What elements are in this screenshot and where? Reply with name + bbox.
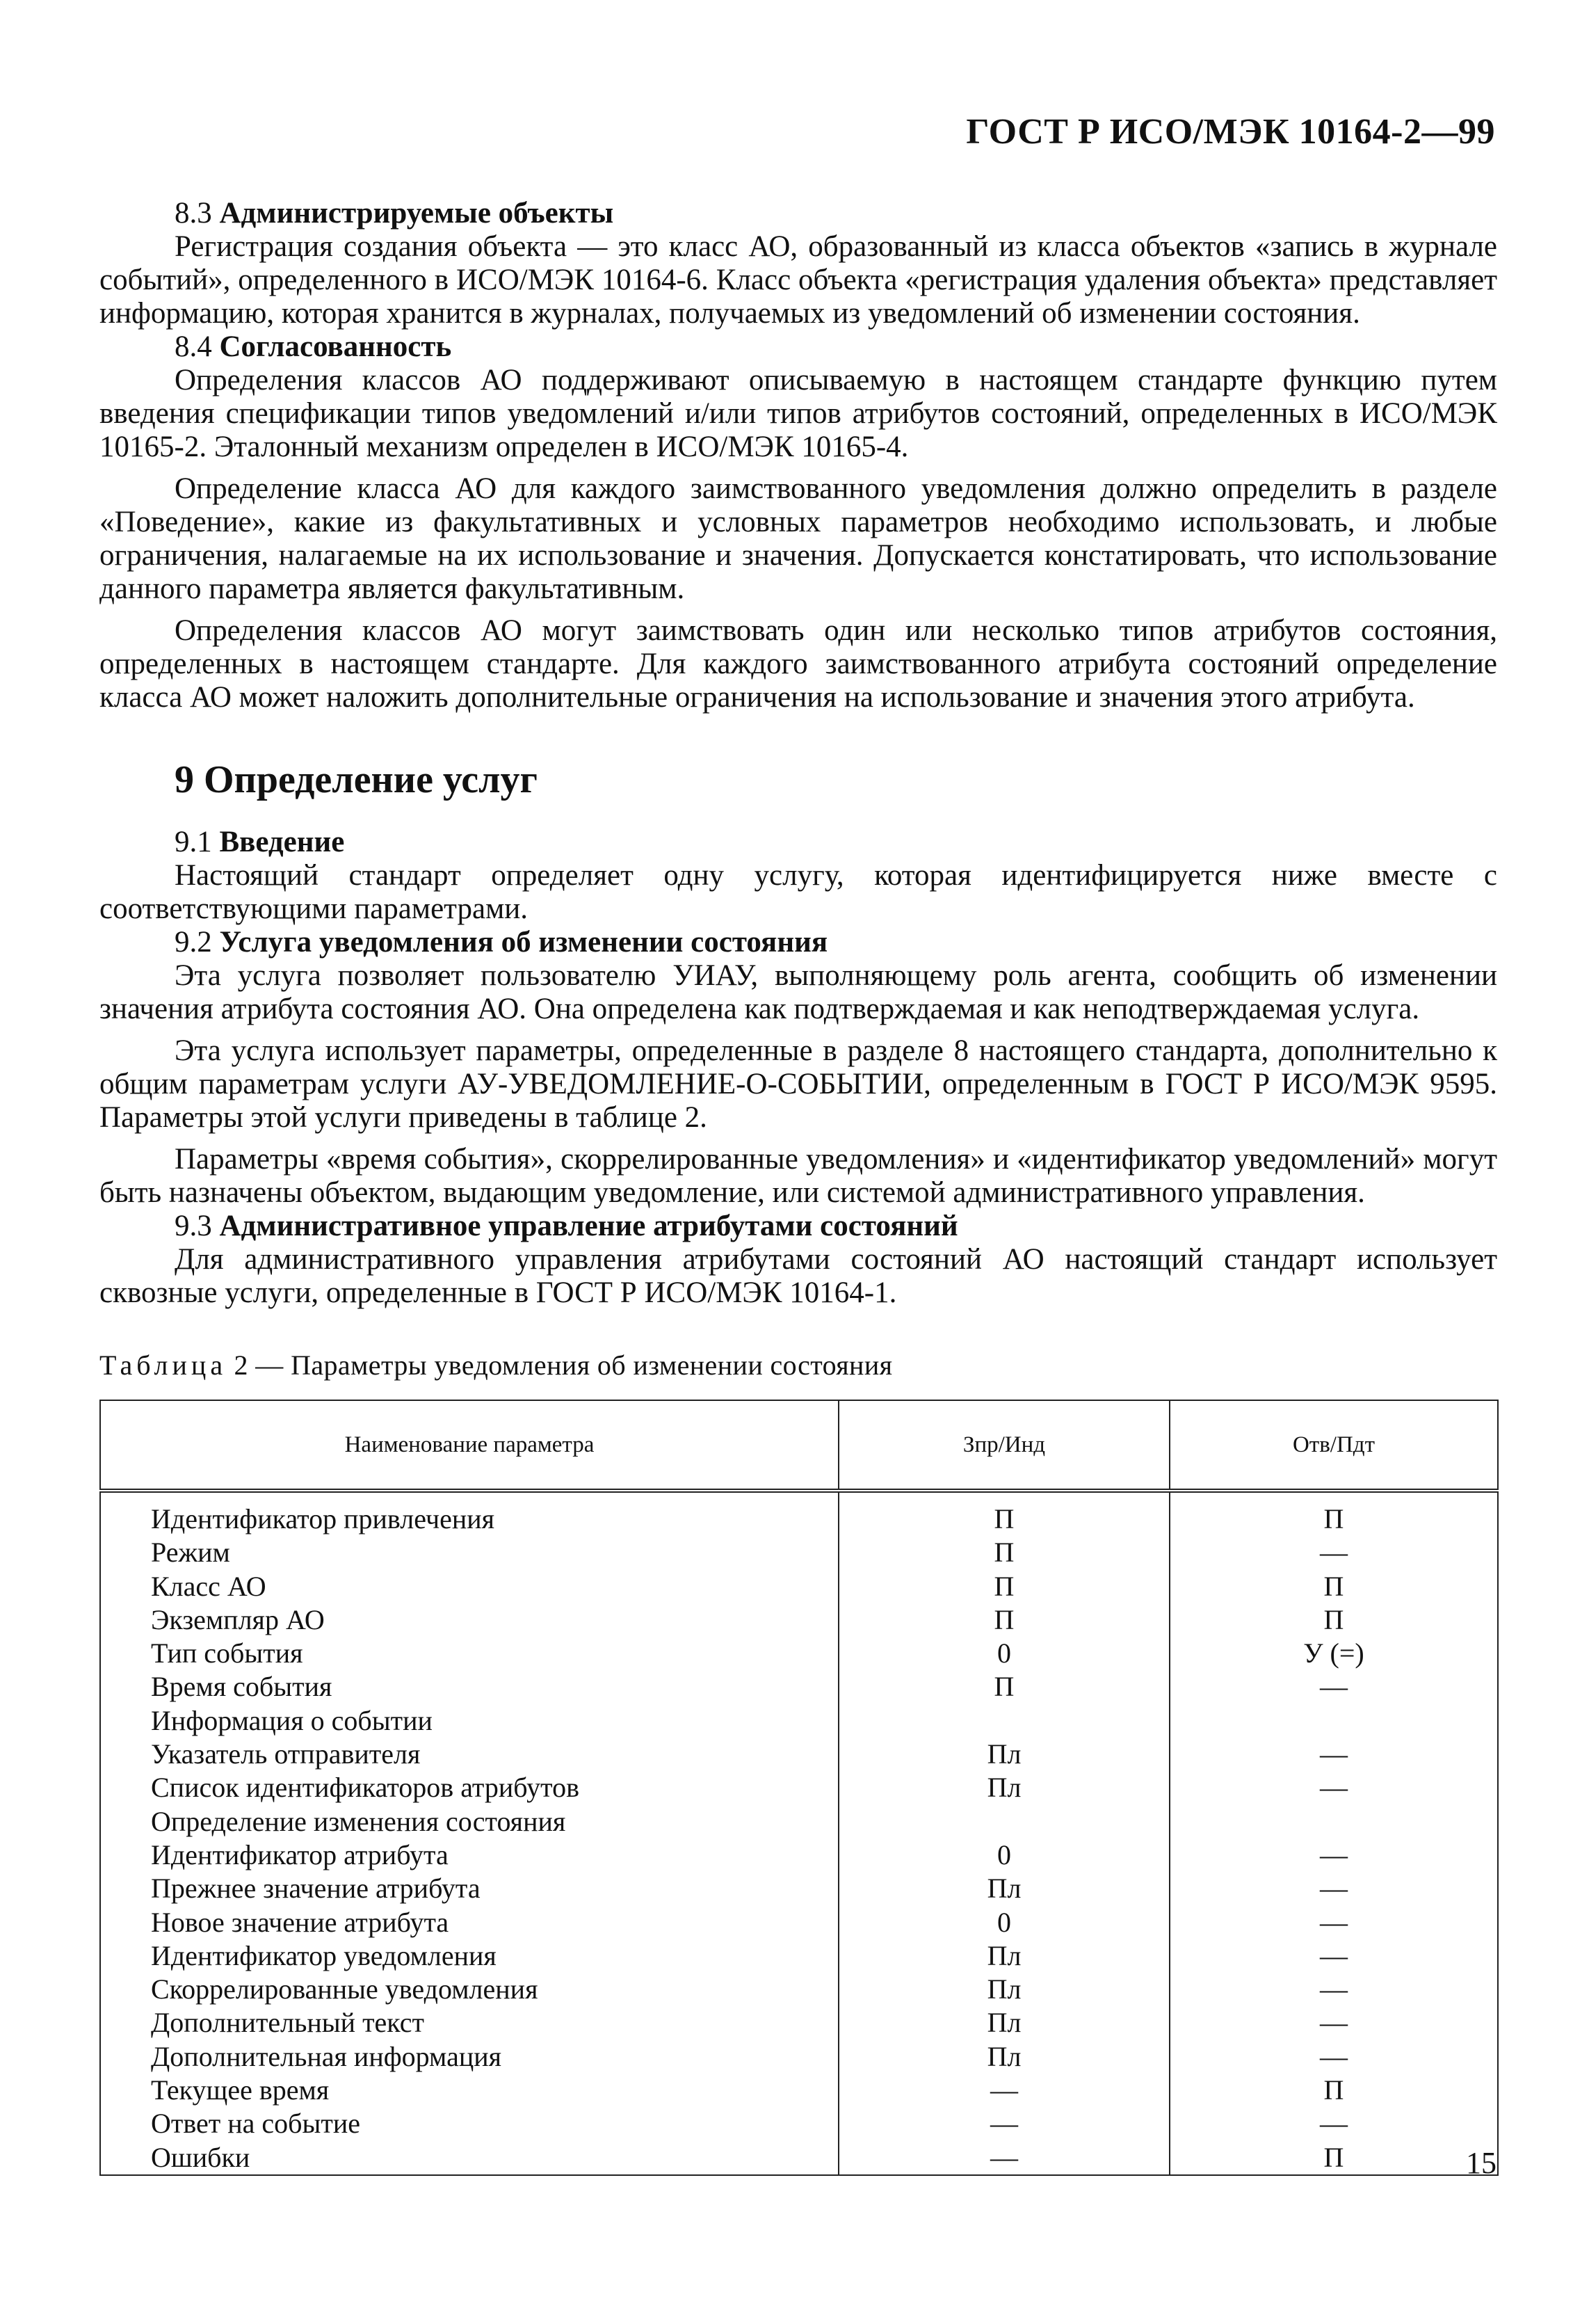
response-confirm-cell: —	[1170, 1670, 1498, 1704]
parameter-name-cell: Скоррелированные уведомления	[100, 1973, 839, 2006]
parameter-name-cell: Новое значение атрибута	[100, 1906, 839, 1939]
paragraph: Параметры «время события», скоррелированные уведомления» и «идентификатор уведомлений» могут быть назначены объектом, выдающим уведомление, или системой административного управления.	[99, 1143, 1497, 1209]
section-heading-9-2	[175, 926, 1497, 959]
table-caption-word: Таблица	[99, 1349, 227, 1381]
request-indication-cell: П	[839, 1570, 1170, 1603]
paragraph: Определения классов АО поддерживают описываемую в настоящем стандарте функцию путем введения спецификации типов уведомлений и/или типов атрибутов состояний, определенных в ИСО/МЭК 10165-2. Эталонный механизм определен в ИСО/МЭК 10165-4.	[99, 364, 1497, 463]
request-indication-cell: 0	[839, 1838, 1170, 1872]
section-heading-9-3	[175, 1210, 1497, 1243]
paragraph: Определение класса АО для каждого заимствованного уведомления должно определить в разделе «Поведение», какие из факультативных и условных параметров необходимо использовать, и любые ограничения, налагаемые на их использование и значения. Допускается констатировать, что использование данного параметра является факультативным.	[99, 472, 1497, 605]
response-confirm-cell: У (=)	[1170, 1637, 1498, 1670]
parameter-name-cell: Текущее время	[100, 2074, 839, 2107]
page-number: 15	[1466, 2146, 1497, 2180]
request-indication-cell: П	[839, 1670, 1170, 1704]
request-indication-cell	[839, 1704, 1170, 1738]
table-row	[100, 1805, 1498, 1838]
parameter-name-cell: Идентификатор уведомления	[100, 1939, 839, 1973]
table-row	[100, 2006, 1498, 2039]
chapter-heading-9: 9 Определение услуг	[175, 758, 538, 801]
paragraph: Настоящий стандарт определяет одну услугу, которая идентифицируется ниже вместе с соответствующими параметрами.	[99, 859, 1497, 925]
table-row	[100, 1491, 1498, 1536]
table-row	[100, 2074, 1498, 2107]
request-indication-cell: П	[839, 1491, 1170, 1536]
section-heading-8-4	[175, 330, 1497, 364]
response-confirm-cell: П	[1170, 2141, 1498, 2175]
request-indication-cell: —	[839, 2107, 1170, 2140]
parameter-name-cell: Тип события	[100, 1637, 839, 1670]
parameter-name-cell: Прежнее значение атрибута	[100, 1872, 839, 1905]
section-title: Услуга уведомления об изменении состояния	[219, 926, 828, 959]
section-heading-8-3	[175, 197, 1497, 230]
response-confirm-cell: —	[1170, 1536, 1498, 1569]
parameter-name-cell: Экземпляр АО	[100, 1603, 839, 1637]
response-confirm-cell	[1170, 1704, 1498, 1738]
section-title: Административное управление атрибутами состояний	[219, 1210, 958, 1242]
section-title: Администрируемые объекты	[219, 197, 614, 230]
column-header-request-indication: Зпр/Инд	[839, 1400, 1170, 1491]
table-row	[100, 1906, 1498, 1939]
parameter-name-cell: Ошибки	[100, 2141, 839, 2175]
section-number: 8.4	[175, 330, 212, 363]
request-indication-cell: 0	[839, 1637, 1170, 1670]
parameter-name-cell: Режим	[100, 1536, 839, 1569]
parameter-name-cell: Ответ на событие	[100, 2107, 839, 2140]
table-caption-text: 2 — Параметры уведомления об изменении состояния	[234, 1349, 893, 1381]
column-header-parameter: Наименование параметра	[100, 1400, 839, 1491]
section-heading-9-1	[175, 826, 1497, 859]
response-confirm-cell: —	[1170, 1872, 1498, 1905]
response-confirm-cell: —	[1170, 2107, 1498, 2140]
table-row	[100, 1738, 1498, 1771]
parameter-name-cell: Идентификатор атрибута	[100, 1838, 839, 1872]
paragraph: Определения классов АО могут заимствовать один или несколько типов атрибутов состояния, определенных в настоящем стандарте. Для каждого заимствованного атрибута состояний определение класса АО может наложить дополнительные ограничения на использование и значения этого атрибута.	[99, 614, 1497, 714]
section-number: 9.3	[175, 1210, 212, 1242]
request-indication-cell: Пл	[839, 1939, 1170, 1973]
page-content	[99, 197, 1497, 2176]
request-indication-cell: 0	[839, 1906, 1170, 1939]
response-confirm-cell: —	[1170, 1738, 1498, 1771]
parameter-name-cell: Время события	[100, 1670, 839, 1704]
parameter-name-cell: Класс АО	[100, 1570, 839, 1603]
parameters-table	[99, 1400, 1499, 2176]
table-row	[100, 2040, 1498, 2074]
response-confirm-cell: —	[1170, 2040, 1498, 2074]
table-row	[100, 2107, 1498, 2140]
section-number: 8.3	[175, 197, 212, 230]
table-row	[100, 2141, 1498, 2175]
table-row	[100, 1872, 1498, 1905]
table-row	[100, 1670, 1498, 1704]
request-indication-cell: Пл	[839, 2006, 1170, 2039]
table-caption	[99, 1349, 1497, 1381]
response-confirm-cell	[1170, 1805, 1498, 1838]
response-confirm-cell: —	[1170, 1838, 1498, 1872]
table-row	[100, 1536, 1498, 1569]
parameter-name-cell: Список идентификаторов атрибутов	[100, 1771, 839, 1804]
column-header-response-confirm: Отв/Пдт	[1170, 1400, 1498, 1491]
parameter-name-cell: Дополнительный текст	[100, 2006, 839, 2039]
response-confirm-cell: П	[1170, 2074, 1498, 2107]
request-indication-cell: Пл	[839, 1872, 1170, 1905]
table-row	[100, 1771, 1498, 1804]
request-indication-cell: Пл	[839, 1973, 1170, 2006]
paragraph: Эта услуга использует параметры, определенные в разделе 8 настоящего стандарта, дополнительно к общим параметрам услуги АУ-УВЕДОМЛЕНИЕ-О-СОБЫТИИ, определенным в ГОСТ Р ИСО/МЭК 9595. Параметры этой услуги приведены в таблице 2.	[99, 1034, 1497, 1134]
response-confirm-cell: —	[1170, 1973, 1498, 2006]
parameter-name-cell: Идентификатор привлечения	[100, 1491, 839, 1536]
section-title: Введение	[219, 826, 345, 858]
request-indication-cell: —	[839, 2074, 1170, 2107]
table-row	[100, 1704, 1498, 1738]
section-number: 9.1	[175, 826, 212, 858]
table-row	[100, 1838, 1498, 1872]
request-indication-cell: П	[839, 1536, 1170, 1569]
table-row	[100, 1973, 1498, 2006]
standard-code-header: ГОСТ Р ИСО/МЭК 10164-2—99	[966, 112, 1495, 152]
table-row	[100, 1637, 1498, 1670]
response-confirm-cell: —	[1170, 2006, 1498, 2039]
response-confirm-cell: —	[1170, 1771, 1498, 1804]
parameter-name-cell: Определение изменения состояния	[100, 1805, 839, 1838]
parameter-name-cell: Дополнительная информация	[100, 2040, 839, 2074]
table-row	[100, 1570, 1498, 1603]
response-confirm-cell: П	[1170, 1603, 1498, 1637]
parameter-name-cell: Указатель отправителя	[100, 1738, 839, 1771]
request-indication-cell: Пл	[839, 1738, 1170, 1771]
request-indication-cell: П	[839, 1603, 1170, 1637]
request-indication-cell: Пл	[839, 2040, 1170, 2074]
paragraph: Регистрация создания объекта — это класс АО, образованный из класса объектов «запись в журнале событий», определенного в ИСО/МЭК 10164-6. Класс объекта «регистрация удаления объекта» представляет информацию, которая хранится в журналах, получаемых из уведомлений об изменении состояния.	[99, 230, 1497, 330]
parameter-name-cell: Информация о событии	[100, 1704, 839, 1738]
response-confirm-cell: П	[1170, 1570, 1498, 1603]
request-indication-cell: —	[839, 2141, 1170, 2175]
paragraph: Эта услуга позволяет пользователю УИАУ, выполняющему роль агента, сообщить об изменении значения атрибута состояния АО. Она определена как подтверждаемая и как неподтверждаемая услуга.	[99, 959, 1497, 1025]
response-confirm-cell: П	[1170, 1491, 1498, 1536]
table-header-row	[100, 1400, 1498, 1491]
response-confirm-cell: —	[1170, 1939, 1498, 1973]
paragraph: Для административного управления атрибутами состояний АО настоящий стандарт использует сквозные услуги, определенные в ГОСТ Р ИСО/МЭК 10164-1.	[99, 1243, 1497, 1309]
section-number: 9.2	[175, 926, 212, 959]
response-confirm-cell: —	[1170, 1906, 1498, 1939]
section-title: Согласованность	[219, 330, 452, 363]
request-indication-cell	[839, 1805, 1170, 1838]
table-row	[100, 1603, 1498, 1637]
request-indication-cell: Пл	[839, 1771, 1170, 1804]
table-row	[100, 1939, 1498, 1973]
